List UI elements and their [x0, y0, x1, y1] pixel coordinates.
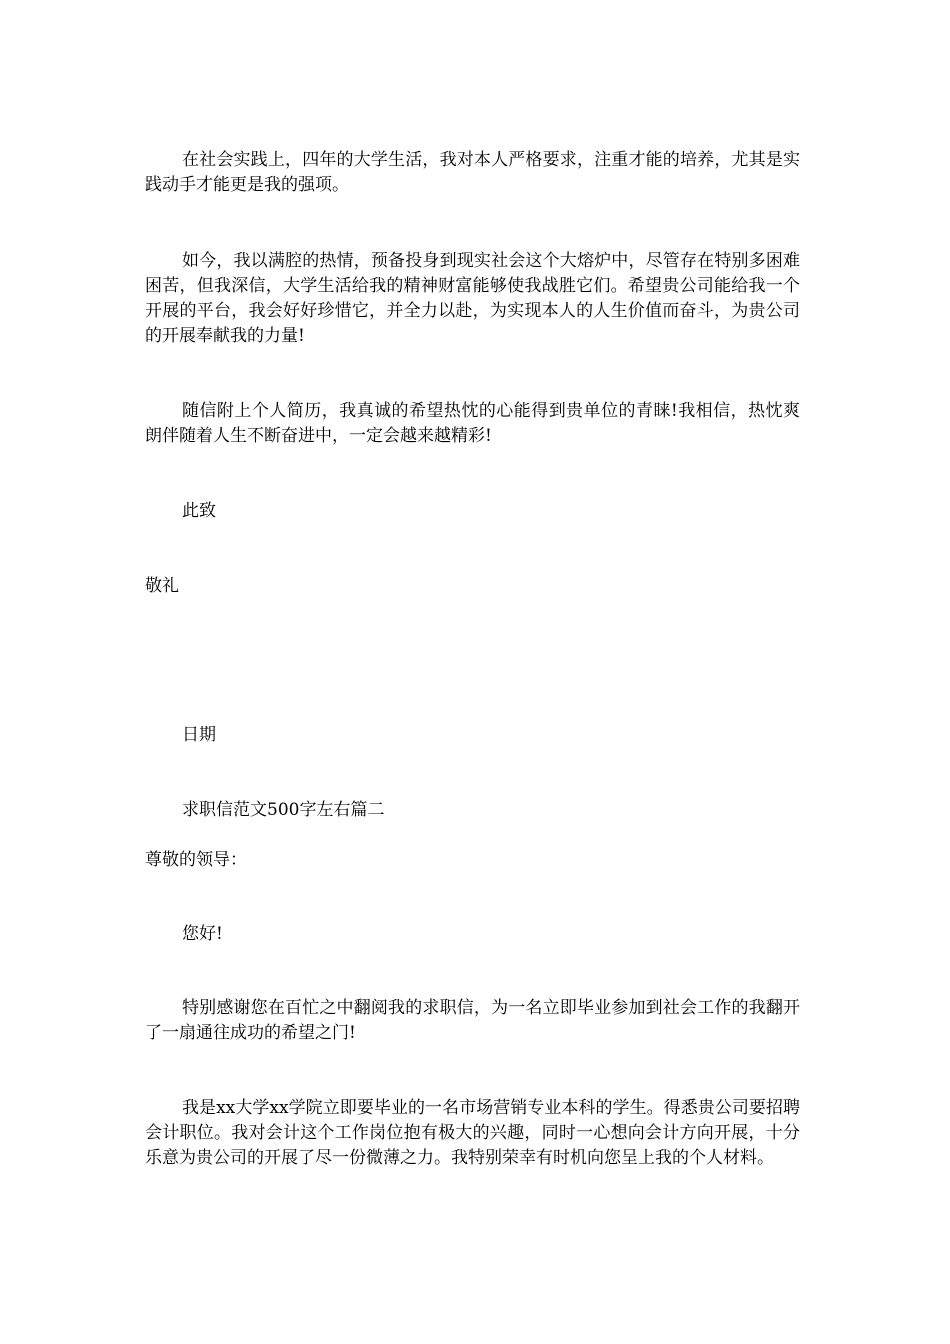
greeting-recipient: 尊敬的领导： [145, 850, 247, 870]
paragraph-ambition: 如今，我以满腔的热情，预备投身到现实社会这个大熔炉中，尽管存在特别多困难困苦，但我深信，大学生活给我的精神财富能够使我战胜它们。希望贵公司能给我一个开展的平台，我会好好珍惜它，并全力以赴，为实现本人的人生价值而奋斗，为贵公司的开展奉献我的力量! [145, 251, 800, 346]
paragraph-social-practice: 在社会实践上，四年的大学生活，我对本人严格要求，注重才能的培养，尤其是实践动手才能更是我的强项。 [145, 150, 800, 195]
paragraph-resume-attached: 随信附上个人简历，我真诚的希望热忱的心能得到贵单位的青睐!我相信，热忱爽朗伴随着人生不断奋进中，一定会越来越精彩! [145, 401, 800, 446]
greeting-hello: 您好! [182, 924, 223, 944]
paragraph-introduction: 我是xx大学xx学院立即要毕业的一名市场营销专业本科的学生。得悉贵公司要招聘会计职位。我对会计这个工作岗位抱有极大的兴趣，同时一心想向会计方向开展，十分乐意为贵公司的开展了尽一份微薄之力。我特别荣幸有时机向您呈上我的个人材料。 [145, 1098, 800, 1168]
section-title: 求职信范文500字左右篇二 [182, 800, 385, 820]
date-label: 日期 [182, 725, 216, 745]
paragraph-thanks: 特别感谢您在百忙之中翻阅我的求职信，为一名立即毕业参加到社会工作的我翻开了一扇通往成功的希望之门! [145, 998, 800, 1043]
closing-salutation: 此致 [182, 501, 216, 521]
closing-regards: 敬礼 [145, 576, 179, 596]
